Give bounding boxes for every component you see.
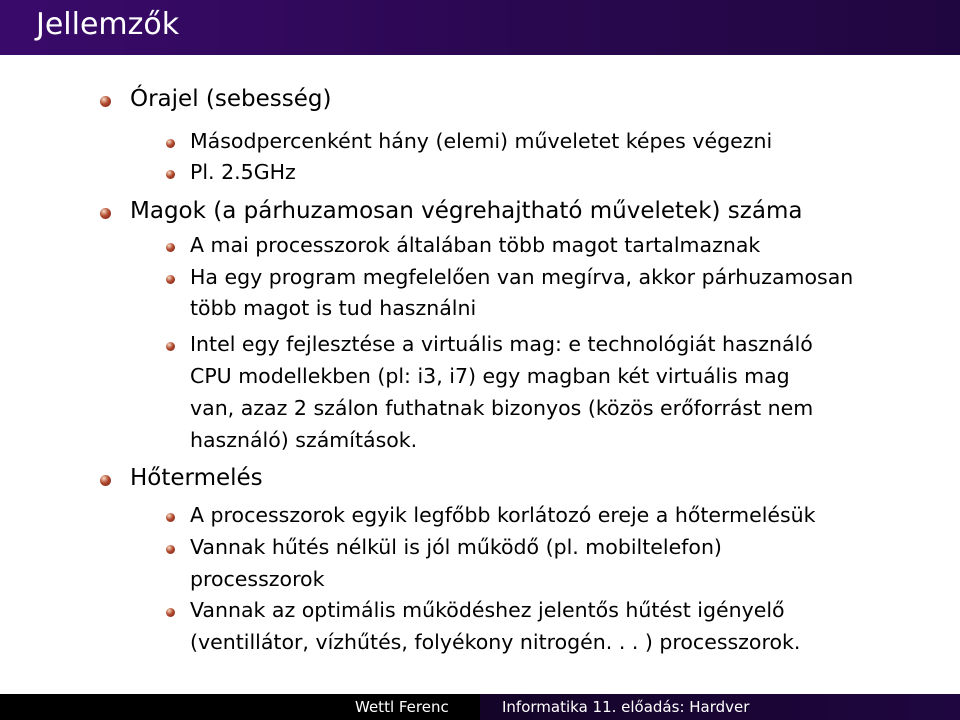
sub-list-item: Másodpercenként hány (elemi) műveletet képes végezni	[190, 129, 773, 153]
sub-list-item: Ha egy program megfelelően van megírva, akkor párhuzamosan	[190, 265, 854, 289]
sub-list-item: Pl. 2.5GHz	[190, 160, 296, 184]
title-bar	[0, 0, 960, 55]
bullet-icon	[166, 275, 175, 284]
bullet-icon	[166, 243, 175, 252]
sub-list-item-continuation: (ventillátor, vízhűtés, folyékony nitrogén. . . ) processzorok.	[190, 630, 801, 654]
sub-list-item-continuation: processzorok	[190, 567, 325, 591]
bullet-icon	[100, 208, 111, 219]
footer-left	[0, 694, 480, 720]
footer-course: Informatika 11. előadás: Hardver	[502, 698, 750, 716]
sub-list-item: Vannak hűtés nélkül is jól működő (pl. mobiltelefon)	[190, 535, 722, 559]
bullet-icon	[100, 475, 111, 486]
bullet-icon	[100, 96, 111, 107]
bullet-icon	[166, 139, 175, 148]
list-item: Órajel (sebesség)	[130, 86, 332, 112]
sub-list-item: A mai processzorok általában több magot tartalmaznak	[190, 233, 761, 257]
footer-right	[480, 694, 960, 720]
sub-list-item-continuation: CPU modellekben (pl: i3, i7) egy magban két virtuális mag	[190, 364, 790, 388]
sub-list-item-continuation: van, azaz 2 szálon futhatnak bizonyos (közös erőforrást nem	[190, 396, 814, 420]
bullet-icon	[166, 545, 175, 554]
footer-author: Wettl Ferenc	[355, 698, 449, 716]
sub-list-item: Intel egy fejlesztése a virtuális mag: e technológiát használó	[190, 332, 813, 356]
sub-list-item-continuation: több magot is tud használni	[190, 296, 477, 320]
bullet-icon	[166, 342, 175, 351]
bullet-icon	[166, 513, 175, 522]
list-item: Magok (a párhuzamosan végrehajtható műveletek) száma	[130, 198, 803, 224]
list-item: Hőtermelés	[130, 465, 263, 491]
sub-list-item-continuation: használó) számítások.	[190, 428, 418, 452]
bullet-icon	[166, 170, 175, 179]
sub-list-item: A processzorok egyik legfőbb korlátozó ereje a hőtermelésük	[190, 503, 816, 527]
footer-bar	[0, 694, 960, 720]
slide-title: Jellemzők	[36, 7, 180, 42]
bullet-icon	[166, 608, 175, 617]
sub-list-item: Vannak az optimális működéshez jelentős hűtést igényelő	[190, 598, 785, 622]
